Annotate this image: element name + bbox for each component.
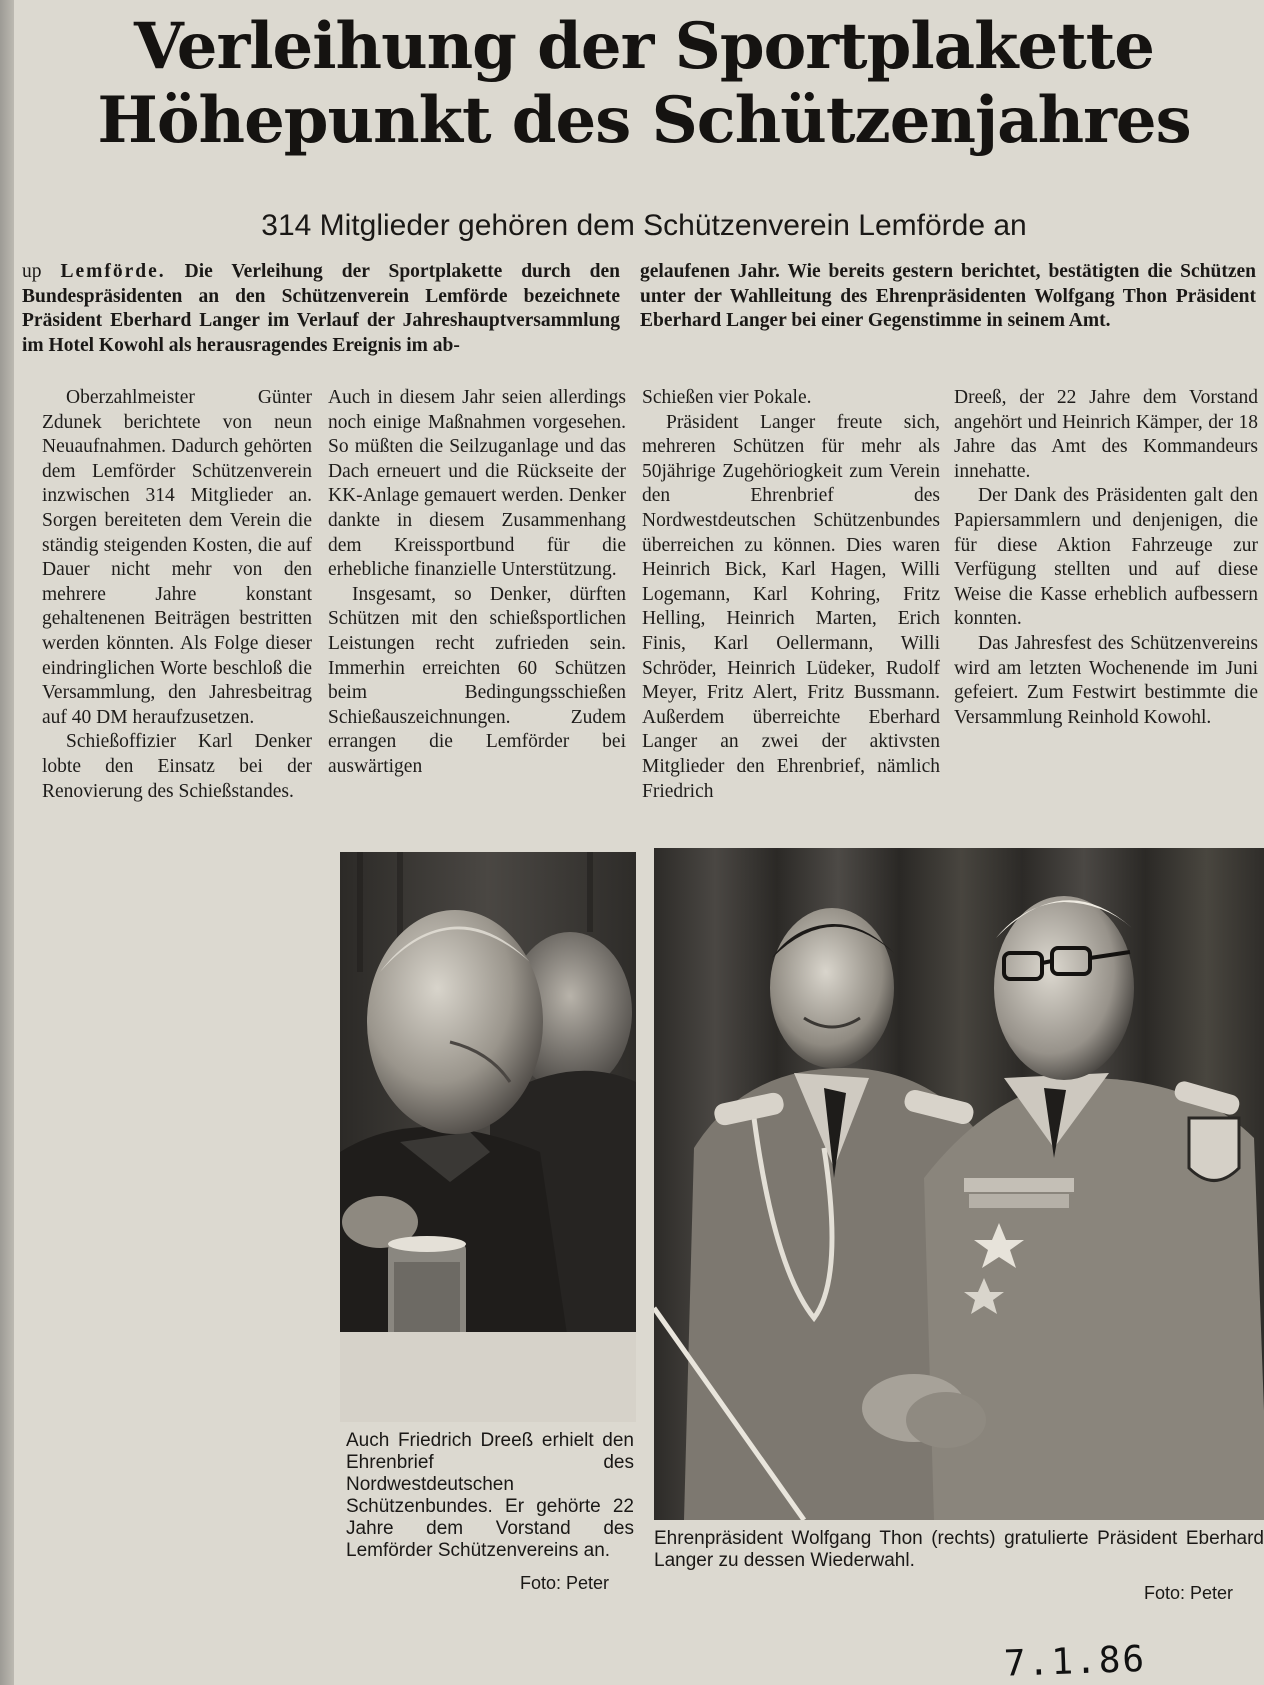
lead-author: up	[22, 261, 42, 282]
photo-thon-langer-handshake	[654, 848, 1264, 1520]
headline-line-1: Verleihung der Sportplakette	[133, 9, 1155, 84]
lead-paragraph-part-1	[22, 260, 620, 370]
paragraph: Der Dank des Präsidenten galt den Papiersammlern und denjenigen, die für diese Aktion Fahrzeuge zur Verfügung stellten und auf diese Weise die Kasse erheblich aufbessern konnten.	[954, 485, 1258, 630]
lead-text-1: Die Verleihung der Sportplakette durch den Bundespräsidenten an den Schützenverein Lemförde bezeichnete Präsident Eberhard Langer im Verlauf der Jahreshauptversammlung im Hotel Kowohl als herausragendes Ereignis im ab-	[22, 261, 620, 356]
photo-caption-1: Auch Friedrich Dreeß erhielt den Ehrenbrief des Nordwestdeutschen Schützenbundes. Er gehörte 22 Jahre dem Vorstand des Lemförder Schützenvereins an.	[346, 1430, 634, 1561]
article-column-4	[954, 386, 1258, 826]
paragraph: Schießoffizier Karl Denker lobte den Einsatz bei der Renovierung des Schießstandes.	[42, 731, 312, 802]
paragraph: Oberzahlmeister Günter Zdunek berichtete von neun Neuaufnahmen. Dadurch gehörten dem Lemförder Schützenverein inzwischen 314 Mitglieder an. Sorgen bereiteten dem Verein die ständig steigenden Kosten, die auf Dauer nicht mehr von den mehrere Jahre konstant gehaltenenen Beiträgen bestritten werden könnten. Als Folge dieser eindringlichen Worte beschloß die Versammlung, den Jahresbeitrag auf 40 DM heraufzusetzen.	[42, 387, 312, 728]
paragraph: Schießen vier Pokale.	[642, 387, 812, 408]
article-column-3	[642, 386, 940, 826]
lead-dateline: Lemförde.	[60, 261, 166, 282]
photo-caption-2: Ehrenpräsident Wolfgang Thon (rechts) gratulierte Präsident Eberhard Langer zu dessen Wiederwahl.	[654, 1528, 1264, 1571]
previous-page-edge	[0, 0, 14, 1685]
lead-paragraph-part-2: gelaufenen Jahr. Wie bereits gestern berichtet, bestätigten die Schützen unter der Wahlleitung des Ehrenpräsidenten Wolfgang Thon Präsident Eberhard Langer bei einer Gegenstimme in seinem Amt.	[640, 261, 1256, 331]
photo-illustration	[654, 848, 1264, 1520]
subheadline: 314 Mitglieder gehören dem Schützenverein Lemförde an	[261, 209, 1027, 242]
photo-credit-2: Foto: Peter	[1144, 1583, 1234, 1603]
photo-friedrich-dreess	[340, 852, 636, 1422]
paragraph: Das Jahresfest des Schützenvereins wird am letzten Wochenende im Juni gefeiert. Zum Festwirt bestimmte die Versammlung Reinhold Kowohl.	[954, 632, 1258, 728]
paragraph: Auch in diesem Jahr seien allerdings noch einige Maßnahmen vorgesehen. So müßten die Seilzuganlage und das Dach erneuert und die Rückseite der KK-Anlage gemauert werden. Denker dankte in diesem Zusammenhang dem Kreissportbund für die erhebliche finanzielle Unterstützung.	[328, 387, 626, 581]
handwritten-date: 7.1.86	[1003, 1638, 1147, 1685]
article-column-1	[42, 386, 312, 826]
headline	[44, 10, 1244, 158]
photo-illustration	[340, 852, 636, 1422]
photo-credit-1: Foto: Peter	[520, 1573, 610, 1593]
paragraph: Präsident Langer freute sich, mehreren Schützen für mehr als 50jährige Zugehöriogkeit zum Verein den Ehrenbrief des Nordwestdeutschen Schützenbundes überreichen zu können. Dies waren Heinrich Bick, Karl Hagen, Willi Logemann, Karl Kohring, Fritz Helling, Heinrich Marten, Erich Finis, Karl Oellermann, Willi Schröder, Heinrich Lüdeker, Rudolf Meyer, Fritz Alert, Fritz Bussmann. Außerdem überreichte Eberhard Langer an zwei der aktivsten Mitglieder den Ehrenbrief, nämlich Friedrich	[642, 411, 940, 802]
paragraph: Dreeß, der 22 Jahre dem Vorstand angehört und Heinrich Kämper, der 18 Jahre das Amt des Kommandeurs innehatte.	[954, 387, 1258, 482]
newspaper-clipping	[14, 0, 1264, 1685]
paragraph: Insgesamt, so Denker, dürften Schützen mit den schießsportlichen Leistungen recht zufrieden sein. Immerhin erreichten 60 Schützen beim Bedingungsschießen Schießauszeichnungen. Zudem errangen die Lemförder bei auswärtigen	[328, 583, 626, 777]
headline-line-2: Höhepunkt des Schützenjahres	[97, 83, 1191, 158]
article-column-2	[328, 386, 626, 826]
